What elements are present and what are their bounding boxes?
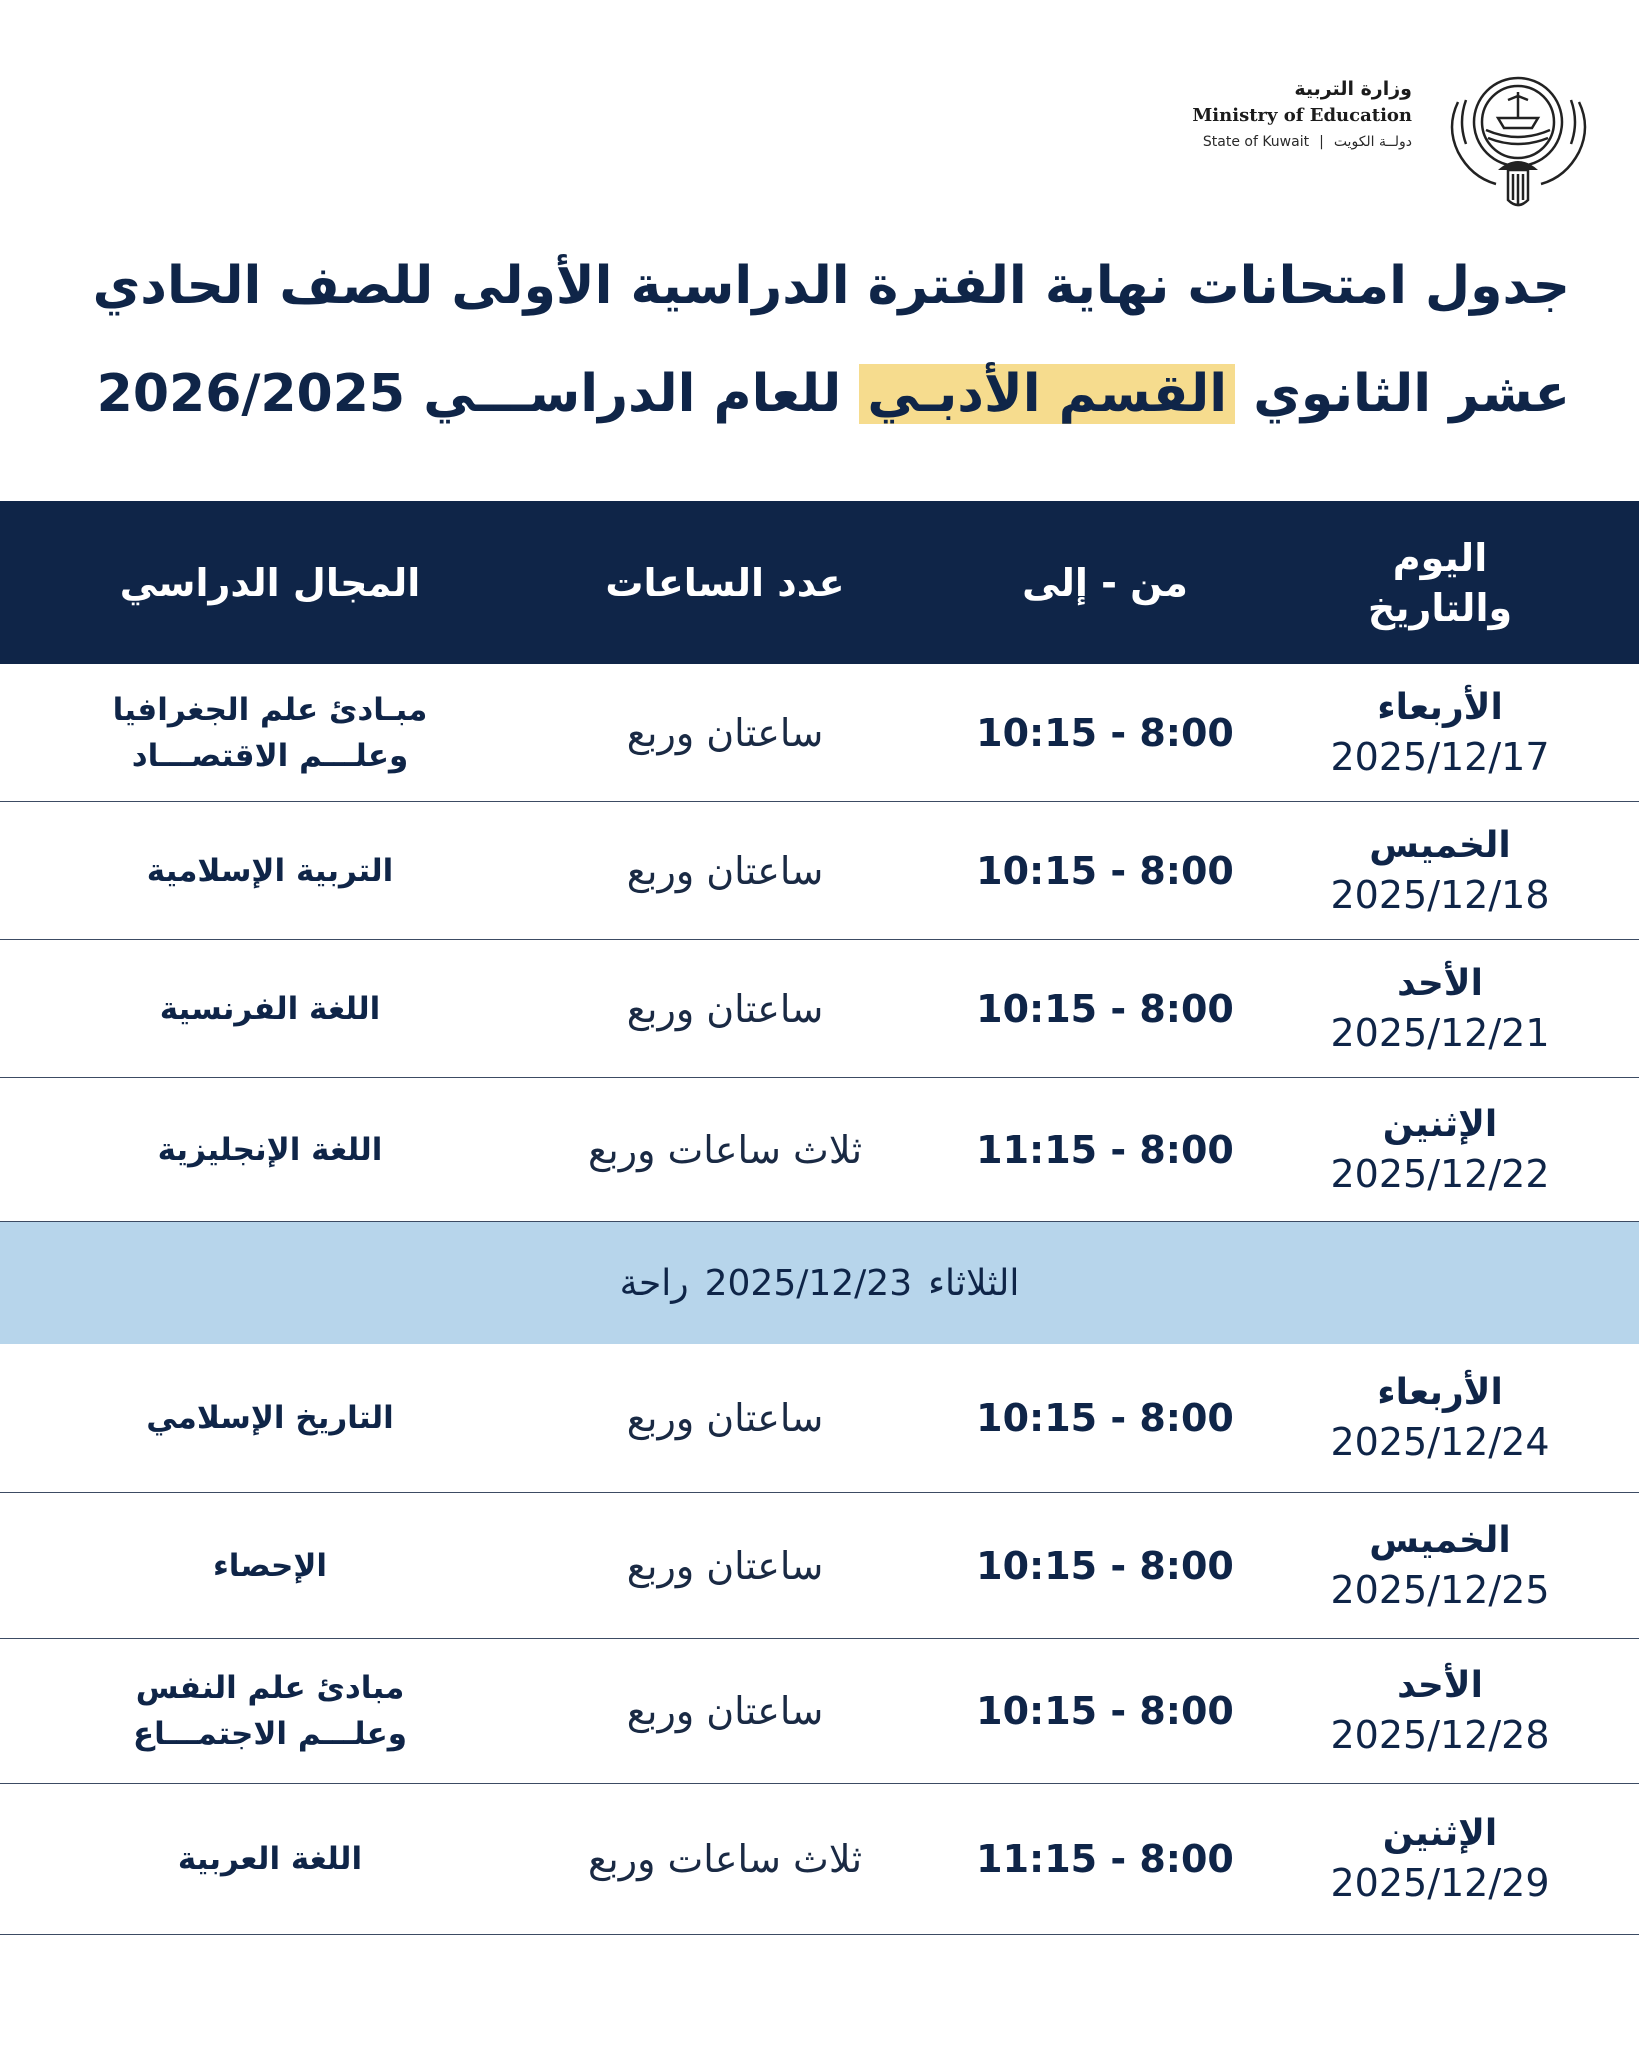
state-line: [1192, 130, 1412, 154]
exam-time: 11:15 - 8:00: [976, 1127, 1234, 1172]
time-cell: [955, 1639, 1255, 1783]
exam-time: 10:15 - 8:00: [976, 1689, 1234, 1733]
subject-name: اللغة العربية: [177, 1841, 363, 1877]
subject-cell: [60, 1344, 480, 1492]
hours-cell: [560, 1344, 890, 1492]
exam-date: 2025/12/17: [1330, 734, 1550, 779]
time-cell: [955, 664, 1255, 801]
exam-duration: ثلاث ساعات وربع: [587, 1837, 863, 1881]
subject-name-line-2: وعلـــم الاقتصـــاد: [131, 737, 409, 774]
table-row: [0, 1344, 1639, 1493]
subject-name-line-2: وعلـــم الاجتمـــاع: [132, 1716, 408, 1752]
day-name: الأحد: [1397, 962, 1483, 1004]
hours-cell: [560, 1784, 890, 1934]
subject-cell: [60, 664, 480, 801]
title-line-2-mid: للعام الدراســـي: [423, 364, 842, 424]
exam-time: 11:15 - 8:00: [976, 1837, 1234, 1881]
subject-name: مبادئ علم النفس: [135, 1670, 405, 1706]
table-row: [0, 1784, 1639, 1935]
state-ar: دولــة الكويت: [1333, 134, 1412, 150]
column-header-day: [1290, 501, 1590, 664]
subject-cell: [60, 1493, 480, 1638]
hours-cell: [560, 1078, 890, 1221]
exam-date: 2025/12/18: [1330, 872, 1550, 917]
column-header-time: من - إلى: [1022, 560, 1188, 605]
exam-time: 10:15 - 8:00: [976, 1543, 1234, 1588]
day-cell: [1290, 1784, 1590, 1934]
day-cell: [1290, 802, 1590, 939]
exam-duration: ساعتان وربع: [626, 1689, 824, 1733]
exam-time: 10:15 - 8:00: [976, 848, 1234, 893]
day-name: الخميس: [1369, 1519, 1511, 1561]
title-line-2-start: عشر الثانوي: [1253, 364, 1570, 424]
title-line-2: [60, 340, 1570, 448]
table-header: [0, 501, 1639, 664]
ministry-block: [1192, 76, 1412, 154]
subject-cell: [60, 940, 480, 1077]
rest-day-label: راحة: [619, 1262, 689, 1304]
title-line-1: جدول امتحانات نهاية الفترة الدراسية الأولى للصف الحادي: [92, 256, 1570, 316]
day-name: الأحد: [1397, 1665, 1483, 1706]
table-row: [0, 1493, 1639, 1639]
subject-cell: [60, 1078, 480, 1221]
exam-time: 10:15 - 8:00: [976, 710, 1234, 755]
day-cell: [1290, 1078, 1590, 1221]
day-cell: [1290, 664, 1590, 801]
hours-cell: [560, 1639, 890, 1783]
exam-date: 2025/12/25: [1330, 1567, 1550, 1612]
exam-duration: ساعتان وربع: [626, 1543, 824, 1588]
rest-day-date: 2025/12/23: [704, 1262, 913, 1304]
time-cell: [955, 1344, 1255, 1492]
day-name: الأربعاء: [1377, 1372, 1503, 1413]
schedule-rows-week-2: [0, 1344, 1639, 1935]
exam-duration: ساعتان وربع: [626, 986, 824, 1031]
rest-day-name: الثلاثاء: [928, 1262, 1020, 1304]
exam-duration: ساعتان وربع: [626, 848, 824, 893]
exam-duration: ثلاث ساعات وربع: [587, 1127, 863, 1172]
subject-cell: [60, 802, 480, 939]
hours-cell: [560, 664, 890, 801]
time-cell: [955, 802, 1255, 939]
time-cell: [955, 1078, 1255, 1221]
table-row: [0, 664, 1639, 802]
kuwait-emblem-icon: [1436, 52, 1601, 217]
exam-date: 2025/12/29: [1330, 1861, 1550, 1905]
schedule-rows-week-1: [0, 664, 1639, 1222]
table-row: [0, 1639, 1639, 1784]
section-highlight: القسم الأدبـي: [859, 364, 1235, 424]
ministry-name-en: Ministry of Education: [1192, 105, 1412, 126]
time-cell: [955, 1493, 1255, 1638]
day-cell: [1290, 1493, 1590, 1638]
day-cell: [1290, 1639, 1590, 1783]
page-title: [60, 232, 1570, 448]
time-cell: [955, 1784, 1255, 1934]
table-row: [0, 1078, 1639, 1222]
day-cell: [1290, 1344, 1590, 1492]
exam-time: 10:15 - 8:00: [976, 1396, 1234, 1440]
day-cell: [1290, 940, 1590, 1077]
subject-name: التاريخ الإسلامي: [146, 1400, 394, 1436]
subject-name: التربية الإسلامية: [146, 852, 394, 889]
ministry-name-ar: وزارة التربية: [1294, 78, 1412, 100]
table-row: [0, 940, 1639, 1078]
exam-duration: ساعتان وربع: [626, 710, 824, 755]
table-row: [0, 802, 1639, 940]
state-en: State of Kuwait: [1202, 134, 1310, 150]
day-name: الخميس: [1369, 824, 1511, 866]
subject-name: الإحصاء: [212, 1547, 328, 1584]
subject-name: مبـادئ علم الجغرافيا: [112, 691, 428, 728]
exam-duration: ساعتان وربع: [626, 1396, 824, 1440]
exam-date: 2025/12/21: [1330, 1010, 1550, 1055]
subject-cell: [60, 1784, 480, 1934]
subject-cell: [60, 1639, 480, 1783]
day-name: الإثنين: [1382, 1813, 1498, 1854]
rest-day-row: [0, 1222, 1639, 1344]
state-separator: |: [1319, 134, 1324, 150]
academic-year: 2026/2025: [96, 364, 406, 424]
subject-name: اللغة الإنجليزية: [157, 1131, 383, 1168]
column-header-hours: عدد الساعات: [605, 560, 845, 605]
hours-cell: [560, 1493, 890, 1638]
exam-time: 10:15 - 8:00: [976, 986, 1234, 1031]
exam-date: 2025/12/28: [1330, 1713, 1550, 1757]
column-header-subject: المجال الدراسي: [119, 560, 421, 605]
hours-cell: [560, 940, 890, 1077]
day-name: الإثنين: [1382, 1103, 1498, 1145]
column-header-day-label: اليوم والتاريخ: [1367, 535, 1513, 630]
subject-name: اللغة الفرنسية: [159, 990, 381, 1027]
exam-schedule-table: [0, 501, 1639, 1935]
exam-date: 2025/12/24: [1330, 1420, 1550, 1464]
time-cell: [955, 940, 1255, 1077]
hours-cell: [560, 802, 890, 939]
day-name: الأربعاء: [1377, 686, 1503, 728]
exam-date: 2025/12/22: [1330, 1151, 1550, 1196]
